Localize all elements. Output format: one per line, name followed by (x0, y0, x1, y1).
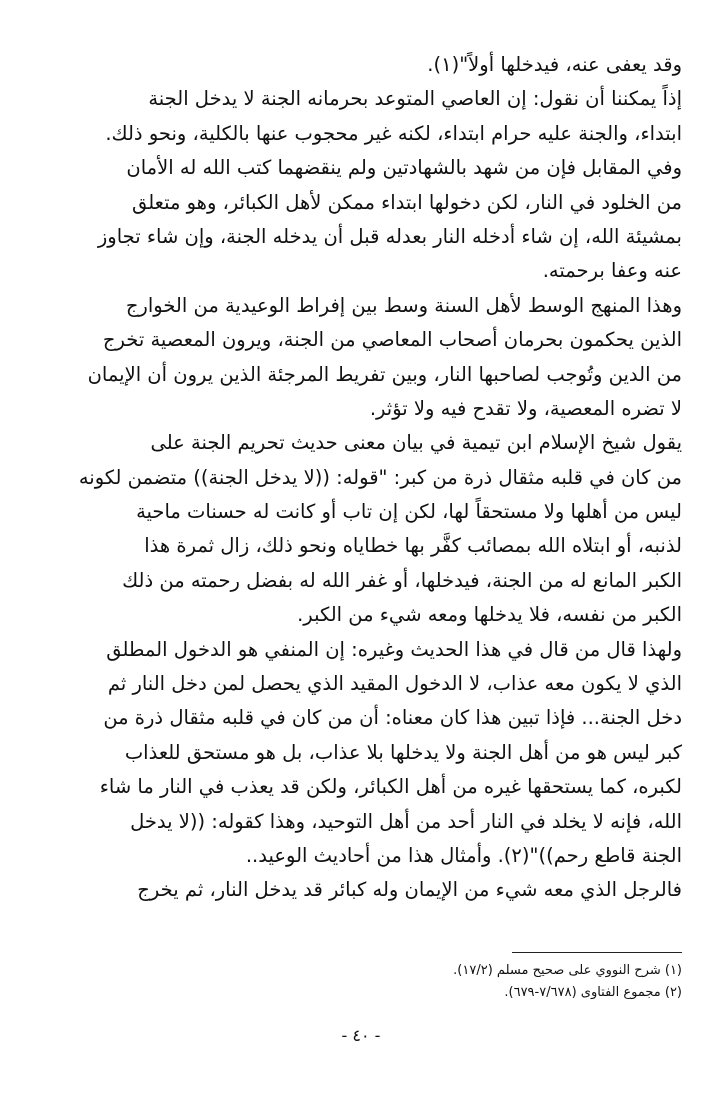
text-line: عنه وعفا برحمته. (542, 259, 682, 283)
text-line: إذاً يمكننا أن نقول: إن العاصي المتوعد بحرمانه الجنة لا يدخل الجنة (148, 87, 682, 111)
text-line: بمشيئة الله، إن شاء أدخله النار بعدله قبل أن يدخله الجنة، وإن شاء تجاوز (97, 224, 682, 248)
text-line: من كان في قلبه مثقال ذرة من كبر: "قوله: ((لا يدخل الجنة)) متضمن لكونه (78, 465, 682, 489)
text-line: لكبره، كما يستحقها غيره من أهل الكبائر، ولكن قد يعذب في النار ما شاء (99, 775, 682, 799)
text-line: ابتداء، والجنة عليه حرام ابتداء، لكنه غير محجوب عنها بالكلية، ونحو ذلك. (105, 121, 682, 145)
text-line: الذي لا يكون معه عذاب، لا الدخول المقيد الذي يحصل لمن دخل النار ثم (107, 672, 682, 696)
text-line: يقول شيخ الإسلام ابن تيمية في بيان معنى حديث تحريم الجنة على (150, 431, 682, 455)
text-line: الله، فإنه لا يخلد في النار أحد من أهل التوحيد، وهذا كقوله: ((لا يدخل (130, 809, 682, 833)
text-line: الذين يحكمون بحرمان أصحاب المعاصي من الجنة، ويرون المعصية تخرج (102, 328, 682, 352)
text-line: الجنة قاطع رحم))"(٢). وأمثال هذا من أحاديث الوعيد.. (245, 843, 682, 867)
page-number: - ٤٠ - (341, 1026, 381, 1045)
footnotes (40, 960, 682, 1004)
text-line: من الدين وتُوجب لصاحبها النار، وبين تفريط المرجئة الذين يرون أن الإيمان (87, 362, 682, 386)
text-line: الكبر المانع له من الجنة، فيدخلها، أو غفر الله له بفضل رحمته من ذلك (122, 568, 682, 592)
text-line: ولهذا قال من قال في هذا الحديث وغيره: إن المنفي هو الدخول المطلق (106, 637, 682, 661)
text-line: كبر ليس هو من أهل الجنة ولا يدخلها بلا عذاب، بل هو مستحق للعذاب (124, 740, 682, 764)
text-line: دخل الجنة... فإذا تبين هذا كان معناه: أن من كان في قلبه مثقال ذرة من (103, 706, 682, 730)
footnote: (٢) مجموع الفتاوى (٧/٦٧٨-٦٧٩). (504, 985, 682, 1000)
footnote: (١) شرح النووي على صحيح مسلم (١٧/٢). (453, 963, 682, 978)
text-line: من الخلود في النار، لكن دخولها ابتداء ممكن لأهل الكبائر، وهو متعلق (131, 190, 682, 214)
text-line: وفي المقابل فإن من شهد بالشهادتين ولم ينقضهما كتب الله له الأمان (126, 156, 682, 180)
text-line: فالرجل الذي معه شيء من الإيمان وله كبائر قد يدخل النار، ثم يخرج (137, 878, 682, 902)
text-line: ليس من أهلها ولا مستحقاً لها، لكن إن تاب أو كانت له حسنات ماحية (136, 500, 682, 524)
book-page (40, 48, 682, 1058)
text-line: لذنبه، أو ابتلاه الله بمصائب كفَّر بها خطاياه ونحو ذلك، زال ثمرة هذا (144, 534, 682, 558)
text-line: وقد يعفى عنه، فيدخلها أولاً"(١). (427, 53, 682, 76)
footnote-divider (512, 952, 682, 953)
body-text (40, 48, 682, 908)
text-line: الكبر من نفسه، فلا يدخلها ومعه شيء من الكبر. (297, 603, 682, 627)
text-line: لا تضره المعصية، ولا تقدح فيه ولا تؤثر. (369, 396, 682, 420)
text-line: وهذا المنهج الوسط لأهل السنة وسط بين إفراط الوعيدية من الخوارج (125, 293, 682, 317)
